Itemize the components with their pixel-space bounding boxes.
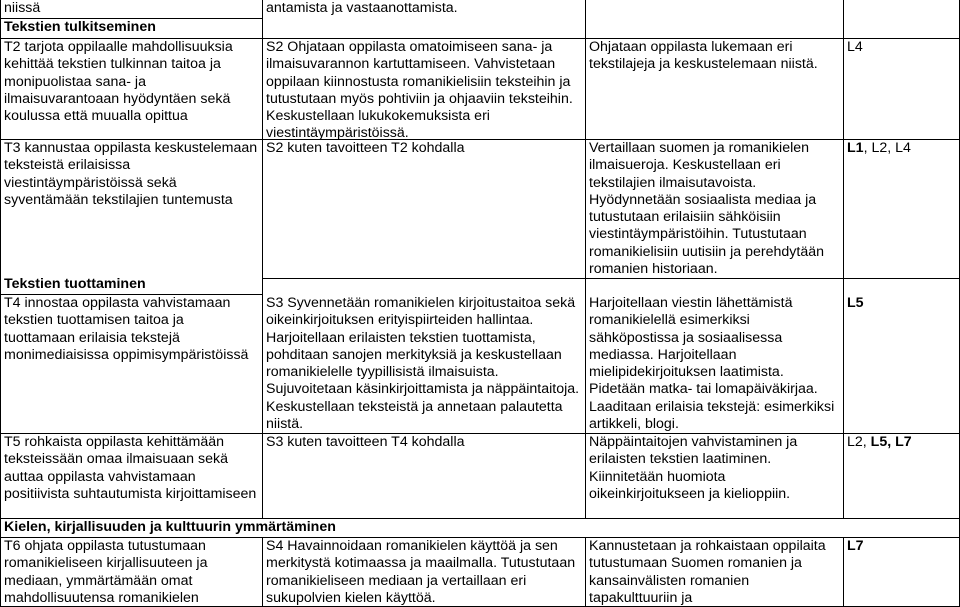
top-cell-goal: niissä xyxy=(4,0,41,16)
areas-cell-t6: L7 xyxy=(847,538,864,554)
areas-cell-t2: L4 xyxy=(847,39,863,55)
content-cell-t5: S3 kuten tavoitteen T4 kohdalla xyxy=(266,434,465,450)
top-cell-content: antamista ja vastaanottamista. xyxy=(266,0,458,16)
section-heading-tekstien-tuottaminen: Tekstien tuottaminen xyxy=(4,276,146,292)
areas-cell-t5 xyxy=(843,434,959,451)
learning-cell-t3: Vertaillaan suomen ja romanikielen ilmaisueroja. Keskustellaan eri tekstilajien ilmaisutavoista. Hyödynnetään sosiaalista mediaa ja tutustutaan erilaisiin sähköisiin viestintäympäristöihin. Tutustutaan romanikielisiin uutisiin ja perehdytään romanien historiaan. xyxy=(589,140,825,278)
learning-cell-t2: Ohjataan oppilasta lukemaan eri tekstilajeja ja keskustelemaan niistä. xyxy=(589,39,818,73)
learning-cell-t6: Kannustetaan ja rohkaistaan oppilaita tutustumaan Suomen romanien ja kansainvälisten romanien tapakulttuuriin ja xyxy=(589,538,826,606)
content-cell-s2: S2 Ohjataan oppilasta omatoimiseen sana- ja ilmaisuvarannon kartuttamiseen. Vahvistetaan oppilaan kiinnostusta romanikielisiin teksteihin ja tutustutaan myös pohtiviin ja ohjaaviin teksteihin. Keskustellaan lukukokemuksista eri viestintäympäristöissä. xyxy=(266,39,573,142)
areas-bold: L5, L7 xyxy=(870,434,912,450)
areas-cell-t3 xyxy=(843,140,959,157)
areas-bold: L1 xyxy=(847,140,864,156)
areas-cell-t4: L5 xyxy=(847,295,864,311)
learning-cell-t4: Harjoitellaan viestin lähettämistä romanikielellä esimerkiksi sähköpostissa ja sosiaalisessa mediassa. Harjoitellaan mielipidekirjoituksen laatimista. Pidetään matka- tai lomapäiväkirjaa. Laaditaan erilaisia tekstejä: esimerkiksi artikkeli, blogi. xyxy=(589,295,835,433)
section-heading-tekstien-tulkitseminen: Tekstien tulkitseminen xyxy=(4,19,156,35)
areas-pre: L2, xyxy=(847,434,871,450)
content-cell-t3: S2 kuten tavoitteen T2 kohdalla xyxy=(266,140,465,156)
goal-cell-t3: T3 kannustaa oppilasta keskustelemaan teksteistä erilaisissa viestintäympäristöissä sekä syventämään tekstilajien tuntemusta xyxy=(4,140,258,208)
learning-cell-t5: Näppäintaitojen vahvistaminen ja erilaisten tekstien laatiminen. Kiinnitetään huomiota oikeinkirjoitukseen ja kielioppiin. xyxy=(589,434,798,502)
section-heading-kielen-kirjallisuuden: Kielen, kirjallisuuden ja kulttuurin ymmärtäminen xyxy=(4,519,336,535)
content-cell-s4: S4 Havainnoidaan romanikielen käyttöä ja sen merkitystä kotimaassa ja maailmalla. Tutustutaan romanikieliseen mediaan ja vertaillaan eri sukupolvien kielen käyttöä. xyxy=(266,538,576,606)
goal-cell-t6: T6 ohjata oppilasta tutustumaan romanikieliseen kirjallisuuteen ja mediaan, ymmärtämään omat mahdollisuutensa romanikielen xyxy=(4,538,208,606)
goal-cell-t2: T2 tarjota oppilaalle mahdollisuuksia kehittää tekstien tulkinnan taitoa ja monipuolistaa sana- ja ilmaisuvarantoaan hyödyntäen sekä koulussa että muualla opittua xyxy=(4,39,233,125)
areas-rest: , L2, L4 xyxy=(863,140,911,156)
goal-cell-t5: T5 rohkaista oppilasta kehittämään teksteissään omaa ilmaisuaan sekä auttaa oppilasta vahvistamaan positiivista suhtautumista kirjoittamiseen xyxy=(4,434,257,502)
content-cell-s3: S3 Syvennetään romanikielen kirjoitustaitoa sekä oikeinkirjoituksen erityispiirteiden hallintaa. Harjoitellaan erilaisten tekstien tuottamista, pohditaan sanojen merkityksiä ja keskustellaan romanikielelle tyypillisistä ilmaisuista. Sujuvoitetaan käsinkirjoittamista ja näppäintaitoja. Keskustellaan teksteistä ja annetaan palautetta niistä. xyxy=(266,295,580,433)
goal-cell-t4: T4 innostaa oppilasta vahvistamaan tekstien tuottamisen taitoa ja tuottamaan erilaisia tekstejä monimediaisissa oppimisympäristöissä xyxy=(4,295,249,363)
